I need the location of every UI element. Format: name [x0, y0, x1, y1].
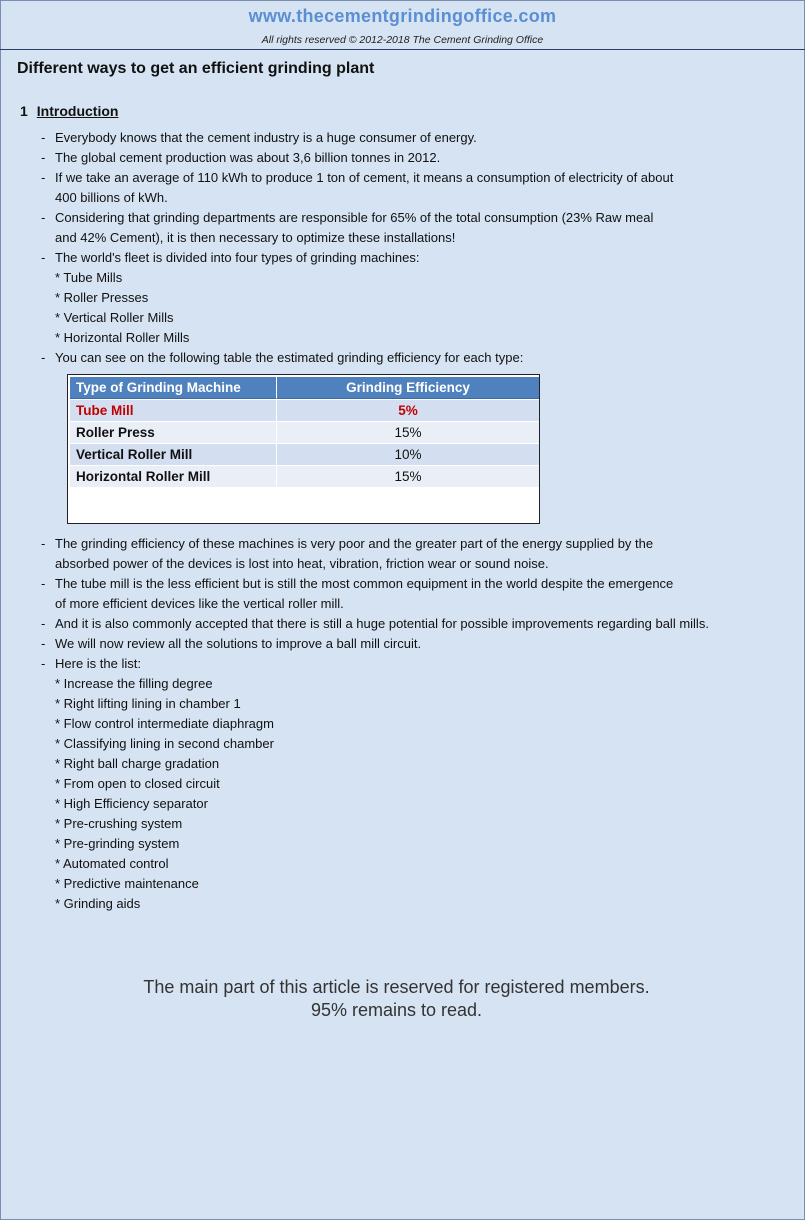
list-item: * Predictive maintenance	[55, 876, 199, 891]
body-line: Here is the list:	[55, 656, 141, 671]
body-line: The grinding efficiency of these machines is very poor and the greater part of the energy supplied by the	[55, 536, 654, 551]
list-item: * Flow control intermediate diaphragm	[55, 716, 274, 731]
list-item: * Classifying lining in second chamber	[55, 736, 274, 751]
bullet-marker: -	[41, 350, 46, 365]
site-url-link[interactable]: www.thecementgrindingoffice.com	[248, 6, 557, 26]
article-title: Different ways to get an efficient grinding plant	[17, 60, 375, 77]
members-only-notice	[0, 976, 793, 1022]
list-item: * Roller Presses	[55, 290, 149, 305]
remaining-percent-line: 95% remains to read.	[310, 1000, 483, 1020]
table-header-machine: Type of Grinding Machine	[70, 377, 279, 399]
section-number: 1	[20, 103, 28, 119]
bullet-marker: -	[41, 210, 46, 225]
copyright-notice: All rights reserved © 2012-2018 The Cement Grinding Office	[261, 34, 544, 46]
section-title: Introduction	[36, 103, 119, 119]
list-item: * High Efficiency separator	[55, 796, 208, 811]
body-line: The tube mill is the less efficient but is still the most common equipment in the world despite the emergence	[55, 576, 674, 591]
list-item: * Automated control	[55, 856, 169, 871]
body-line: We will now review all the solutions to improve a ball mill circuit.	[55, 636, 422, 651]
body-line: absorbed power of the devices is lost into heat, vibration, friction wear or sound noise.	[55, 556, 549, 571]
list-item: * Right lifting lining in chamber 1	[55, 696, 241, 711]
table-cell-efficiency: 15%	[276, 422, 539, 444]
intro-line: If we take an average of 110 kWh to produce 1 ton of cement, it means a consumption of electricity of about	[55, 170, 674, 185]
intro-line: Considering that grinding departments are responsible for 65% of the total consumption (23% Raw meal	[55, 210, 654, 225]
table-cell-efficiency: 10%	[276, 444, 539, 466]
body-line: And it is also commonly accepted that there is still a huge potential for possible improvements regarding ball mills.	[55, 616, 709, 631]
intro-line: and 42% Cement), it is then necessary to optimize these installations!	[55, 230, 456, 245]
table-cell-efficiency: 5%	[276, 400, 539, 422]
list-item: * Horizontal Roller Mills	[55, 330, 190, 345]
list-item: * From open to closed circuit	[55, 776, 220, 791]
table-cell-machine: Horizontal Roller Mill	[70, 466, 279, 488]
list-item: * Pre-crushing system	[55, 816, 183, 831]
table-cell-machine: Roller Press	[70, 422, 279, 444]
intro-line: The global cement production was about 3,6 billion tonnes in 2012.	[55, 150, 441, 165]
list-item: * Grinding aids	[55, 896, 141, 911]
section-heading	[20, 103, 118, 119]
intro-line: 400 billions of kWh.	[55, 190, 168, 205]
site-header	[0, 0, 805, 50]
bullet-marker: -	[41, 250, 46, 265]
bullet-marker: -	[41, 656, 46, 671]
table-header-efficiency: Grinding Efficiency	[276, 377, 539, 399]
bullet-marker: -	[41, 536, 46, 551]
list-item: * Tube Mills	[55, 270, 123, 285]
members-notice-line: The main part of this article is reserved for registered members.	[143, 977, 650, 997]
intro-line: Everybody knows that the cement industry is a huge consumer of energy.	[55, 130, 477, 145]
list-item: * Increase the filling degree	[55, 676, 213, 691]
efficiency-table	[67, 374, 540, 524]
bullet-marker: -	[41, 150, 46, 165]
bullet-marker: -	[41, 576, 46, 591]
bullet-marker: -	[41, 636, 46, 651]
intro-line: The world's fleet is divided into four types of grinding machines:	[55, 250, 420, 265]
body-line: of more efficient devices like the vertical roller mill.	[55, 596, 344, 611]
list-item: * Right ball charge gradation	[55, 756, 220, 771]
list-item: * Vertical Roller Mills	[55, 310, 174, 325]
intro-line: You can see on the following table the estimated grinding efficiency for each type:	[55, 350, 524, 365]
bullet-marker: -	[41, 130, 46, 145]
table-cell-efficiency: 15%	[276, 466, 539, 488]
bullet-marker: -	[41, 616, 46, 631]
bullet-marker: -	[41, 170, 46, 185]
list-item: * Pre-grinding system	[55, 836, 180, 851]
table-cell-machine: Vertical Roller Mill	[70, 444, 279, 466]
table-cell-machine: Tube Mill	[70, 400, 279, 422]
